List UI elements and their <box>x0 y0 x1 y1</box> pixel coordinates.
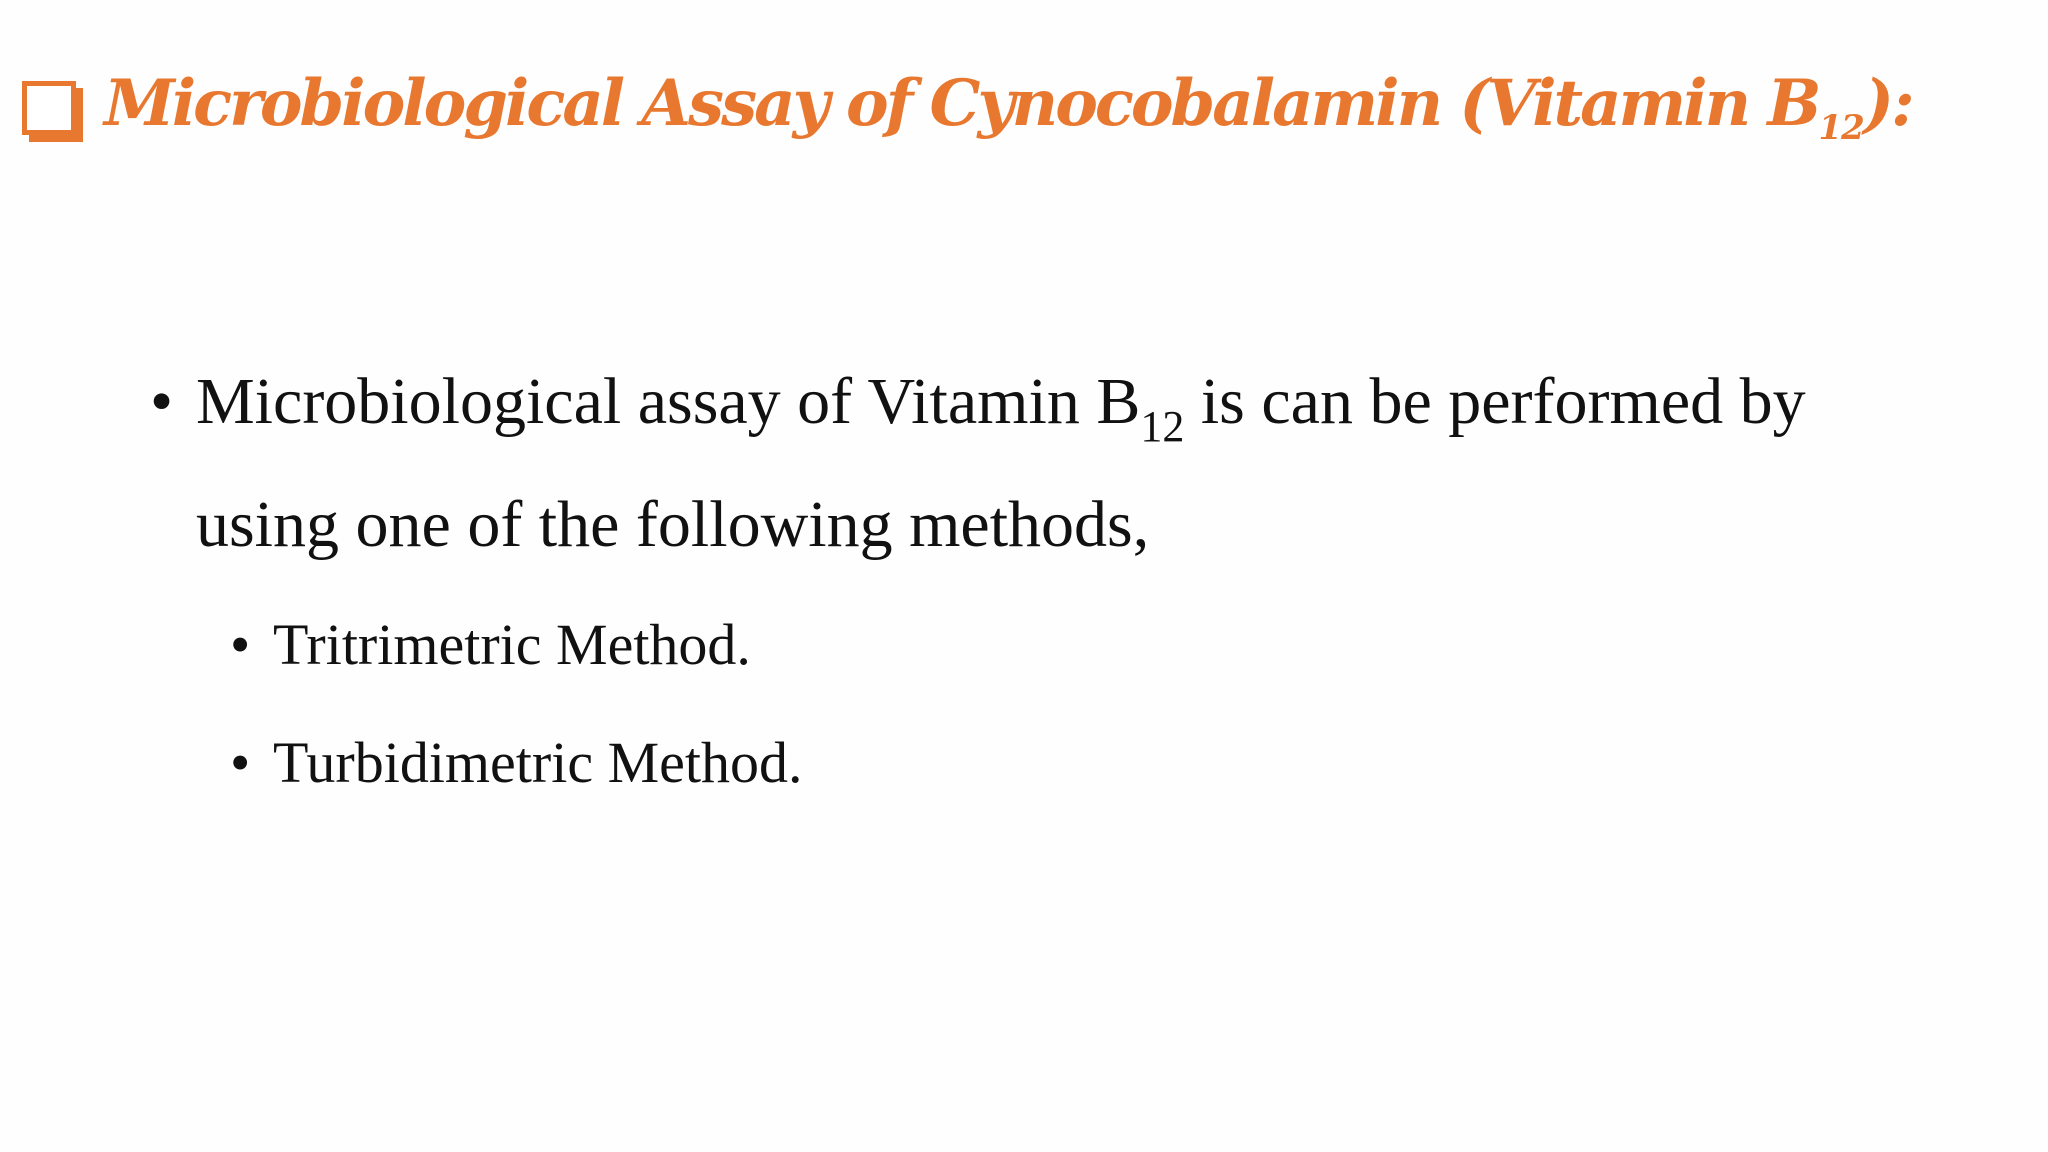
bullet-marker: • <box>150 365 174 438</box>
title-text-main: Microbiological Assay of Cynocobalamin (Vitamin B <box>104 65 1819 141</box>
slide-content <box>150 340 1950 822</box>
main-bullet-text-before: Microbiological assay of Vitamin B <box>196 365 1141 438</box>
title-text <box>104 65 1912 148</box>
slide-title <box>22 58 1912 158</box>
hollow-square-bullet-icon <box>22 81 76 135</box>
title-subscript: 12 <box>1818 107 1864 148</box>
method-item-turbidimetric <box>150 704 1950 822</box>
main-bullet <box>150 340 1956 586</box>
bullet-marker: • <box>230 730 251 795</box>
main-bullet-subscript: 12 <box>1140 402 1185 451</box>
method-label: Tritrimetric Method. <box>273 612 751 677</box>
main-bullet-text-after: is can be performed by using one of the following methods, <box>196 365 1806 561</box>
method-label: Turbidimetric Method. <box>273 730 803 795</box>
method-item-tritrimetric <box>150 586 1950 704</box>
title-text-end: ): <box>1863 65 1912 141</box>
bullet-marker: • <box>230 612 251 677</box>
methods-list <box>150 586 1950 822</box>
